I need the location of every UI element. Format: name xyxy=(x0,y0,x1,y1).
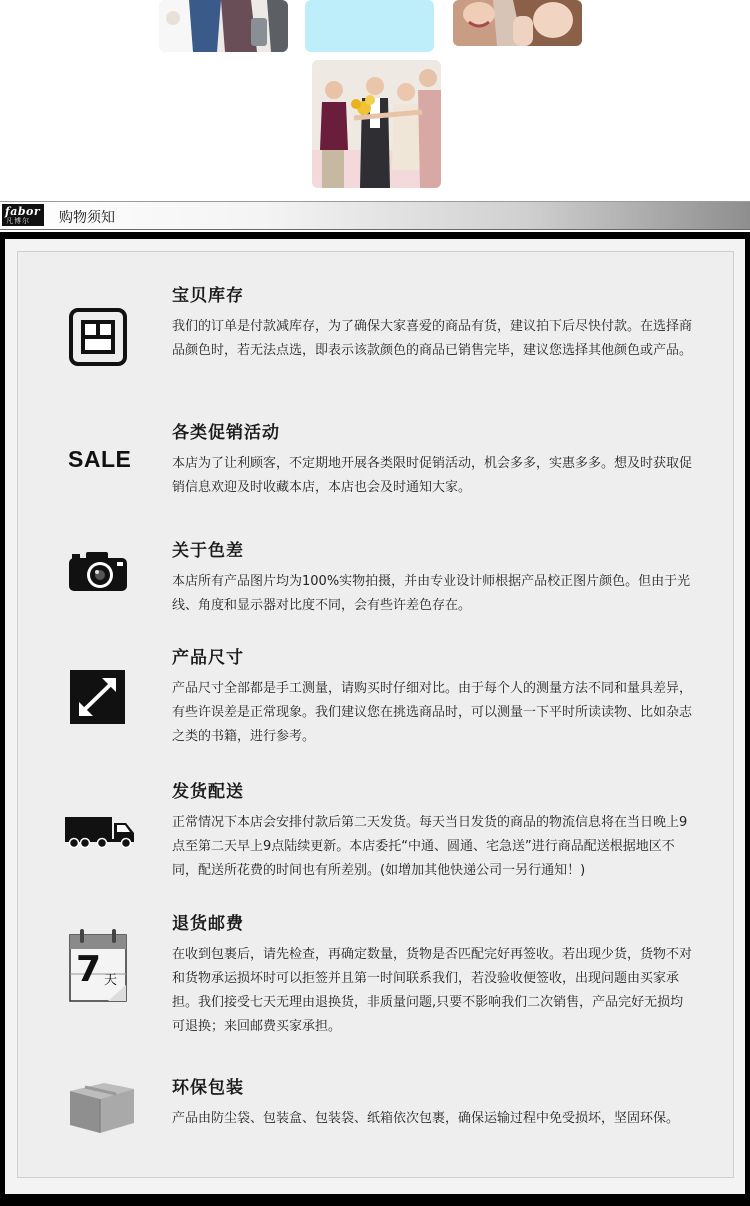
section-body: 在收到包裹后，请先检查，再确定数量，货物是否匹配完好再签收。若出现少货，货物不对和货物承运损坏时可以拒签并且第一时间联系我们，若没验收便签收，出现问题由买家承担。我们接受七天无理由退换货，非质量问题,只要不影响我们二次销售，产品完好无损均可退换；来回邮费买家承担。 xyxy=(172,947,693,1034)
section-title: 宝贝库存 xyxy=(172,286,244,306)
section-body: 我们的订单是付款减库存，为了确保大家喜爱的商品有货，建议拍下后尽快付款。在选择商品颜色时，若无法点选，即表示该款颜色的商品已销售完毕，建议您选择其他颜色或产品。 xyxy=(172,319,693,358)
lifestyle-photo-shopping xyxy=(159,0,288,52)
lifestyle-photo-women-smiling xyxy=(453,0,582,46)
resize-arrow-icon xyxy=(70,670,125,724)
sale-label-icon: SALE xyxy=(68,446,132,472)
calendar-number: 7 xyxy=(76,949,102,990)
brand-logo xyxy=(2,204,44,226)
section-body: 产品尺寸全部都是手工测量，请购买时仔细对比。由于每个人的测量方法不同和量具差异，有些许误差是正常现象。我们建议您在挑选商品时，可以测量一下平时所读读物、比如杂志之类的书籍，进行参考。 xyxy=(172,681,693,744)
calendar-unit: 天 xyxy=(104,973,118,988)
lifestyle-photo-blank xyxy=(305,0,434,52)
section-title: 环保包装 xyxy=(172,1078,244,1098)
delivery-truck-icon xyxy=(64,811,136,849)
section-title: 退货邮费 xyxy=(172,914,244,934)
section-title: 产品尺寸 xyxy=(172,648,244,668)
section-title: 关于色差 xyxy=(172,541,244,561)
shopping-notice-header xyxy=(0,201,750,230)
section-body: 产品由防尘袋、包装盒、包装袋、纸箱依次包裹，确保运输过程中免受损坏，坚固环保。 xyxy=(172,1111,680,1126)
calendar-7-days-icon xyxy=(68,927,128,1003)
section-body: 正常情况下本店会安排付款后第二天发货。每天当日发货的商品的物流信息将在当日晚上9点至第二天早上9点陆续更新。本店委托“中通、圆通、宅急送”进行商品配送根据地区不同，配送所花费的时间也有所差别。(如增加其他快递公司一另行通知！) xyxy=(172,815,688,878)
section-body: 本店所有产品图片均为100%实物拍摄，并由专业设计师根据产品校正图片颜色。但由于光线、角度和显示器对比度不同，会有些许差色存在。 xyxy=(172,574,691,613)
section-header-title: 购物须知 xyxy=(59,210,115,226)
brand-logo-text: fabor xyxy=(5,205,41,218)
brand-logo-subtext: 凡博尔 xyxy=(6,217,30,225)
section-title: 发货配送 xyxy=(172,782,244,802)
inventory-box-icon xyxy=(69,308,127,366)
camera-icon xyxy=(68,550,128,592)
lifestyle-photo-group-flowers xyxy=(312,60,441,188)
section-body: 本店为了让利顾客，不定期地开展各类限时促销活动，机会多多，实惠多多。想及时获取促销信息欢迎及时收藏本店，本店也会及时通知大家。 xyxy=(172,456,693,495)
product-photo-strip xyxy=(0,0,750,198)
section-title: 各类促销活动 xyxy=(172,423,280,443)
cardboard-box-icon xyxy=(68,1079,136,1135)
